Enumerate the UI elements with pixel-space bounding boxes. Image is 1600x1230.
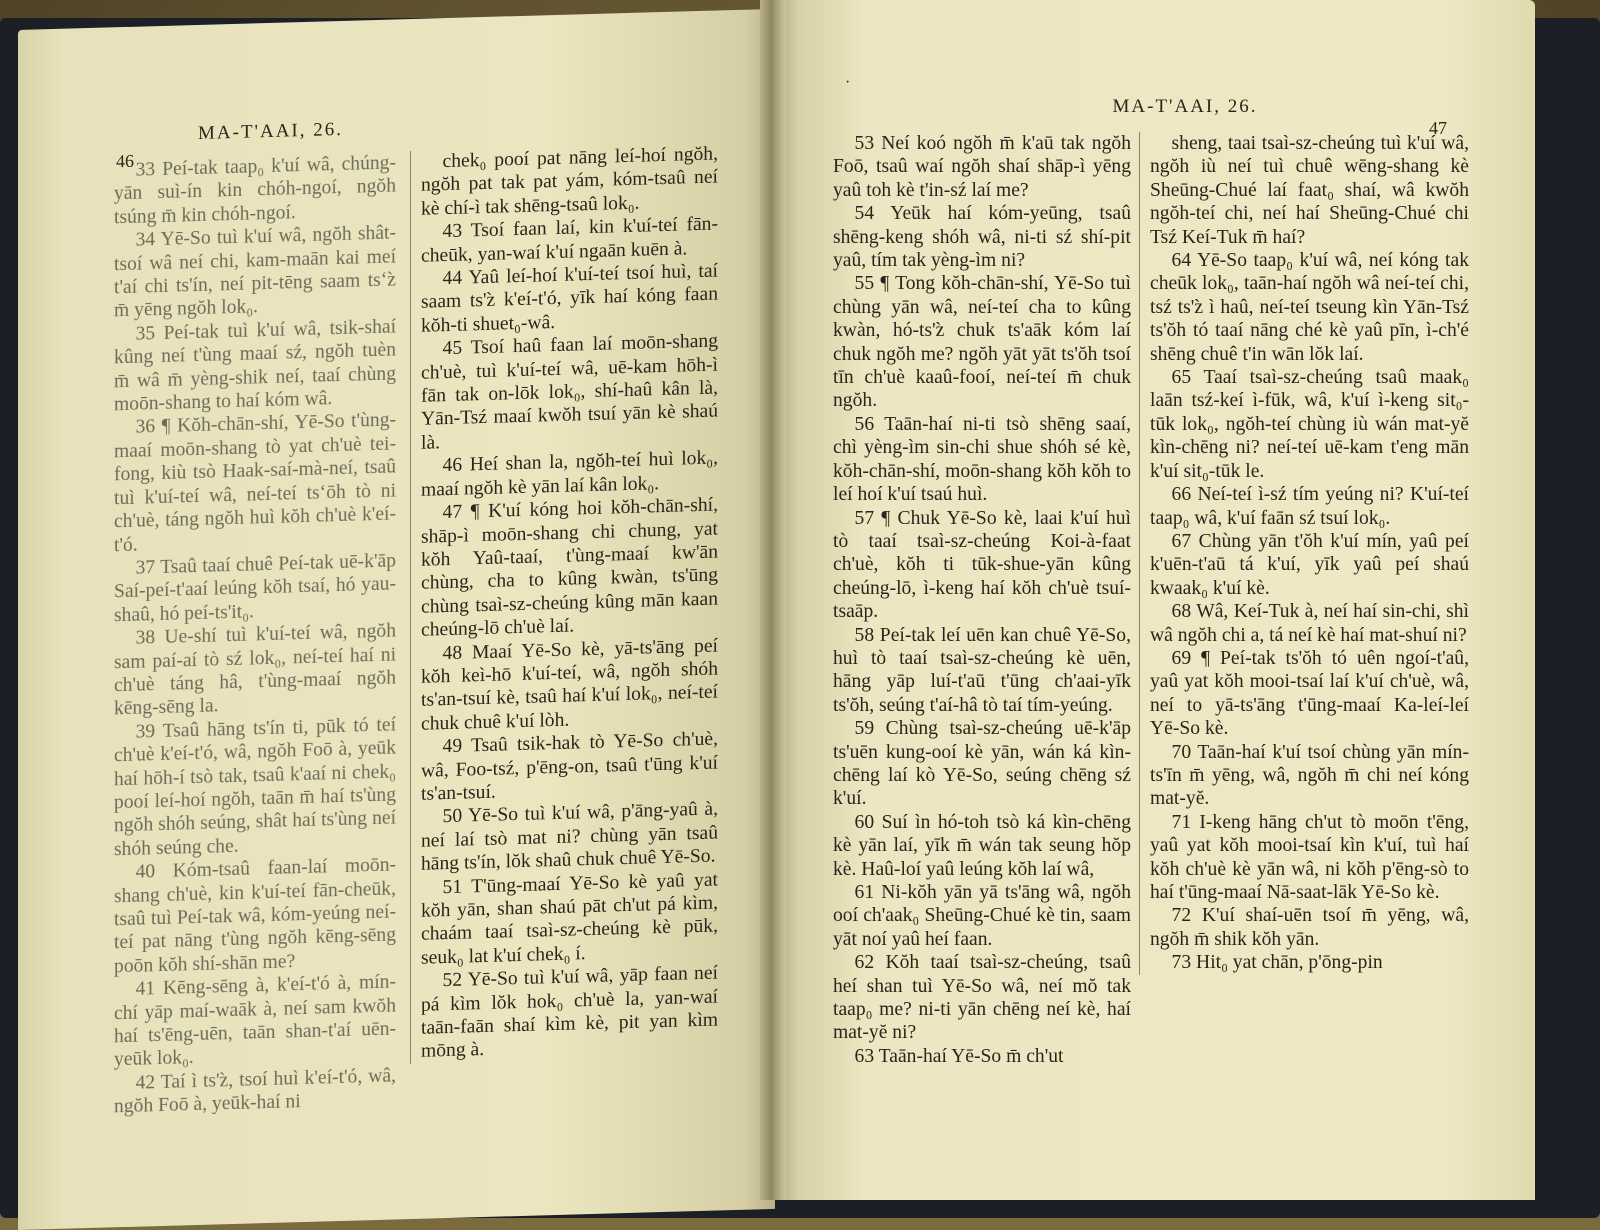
verse-paragraph: 33 Peí-tak taap₀ k'uí wâ, chúng-yān suì-ín kin chóh-ngoí, ngŏh tsúng m̄ kin chóh-ngoí. [114, 152, 396, 229]
verse-paragraph: 73 Hit₀ yat chān, p'ōng-pin [1171, 952, 1383, 974]
left-page [18, 9, 775, 1230]
verse-paragraph: 57 ¶ Chuk Yē-So kè, laai k'uí huì tò taaí tsaì-sz-cheúng Koi-à-faat ch'uè, kŏh ti tūk-shue-yān kûng cheúng-lō, ì-keng haí kŏh ch'uè tsuí-tsaāp. [833, 507, 1131, 623]
verse-paragraph: 67 Chùng yān t'ŏh k'uí mín, yaû peí k'uēn-t'aū tá k'uí, yīk yaû peí shaú kwaak₀ k'uí kè. [1150, 530, 1469, 599]
verse-paragraph: chek₀ pooí pat nāng leí-hoí ngŏh, ngŏh pat tak pat yám, kóm-tsaû neí kè chí-ì tak shēng-tsaû lok₀. [421, 143, 718, 220]
verse-paragraph: 34 Yē-So tuì k'uí wâ, ngŏh shât-tsoí wâ neí chi, kam-maān kai meí t'aí chi ts'ín, neí pit-tēng saam tsʻz̀ m̄ yēng ngŏh lok₀. [114, 222, 396, 322]
right-page [775, 0, 1535, 1200]
book-gutter [760, 0, 786, 1200]
verse-paragraph: 70 Taān-haí k'uí tsoí chùng yān mín-ts'īn m̄ yēng, wâ, ngŏh m̄ chi neí kóng mat-yĕ. [1150, 741, 1469, 810]
verse-paragraph: 66 Neí-teí ì-sź tím yeúng ni? K'uí-teí taap₀ wâ, k'uí faān sź tsuí lok₀. [1150, 484, 1469, 529]
verse-paragraph: 65 Taaí tsaì-sz-cheúng tsaû maak₀ laān tsź-keí ì-fūk, wâ, k'uí ì-keng sit₀-tūk lok₀, ngŏh-teí chùng iù wán mat-yĕ kìn-chēng ni? neí-teí uē-kam t'eng mān k'uí sit₀-tūk le. [1150, 367, 1469, 482]
verse-paragraph: 61 Ni-kŏh yān yā ts'āng wâ, ngŏh ooí ch'aak₀ Sheūng-Chué kè tin, saam yāt noí yaû heí faan. [833, 882, 1131, 950]
verse-paragraph: 40 Kóm-tsaû faan-laí moōn-shang ch'uè, kin k'uí-teí fān-cheūk, tsaû tuì Peí-tak wâ, kóm-yeúng neí-teí pat nāng t'ùng ngŏh kēng-sēng poōn kŏh shí-shān me? [114, 854, 396, 978]
verse-paragraph: sheng, taai tsaì-sz-cheúng tuì k'uí wâ, ngŏh iù neí tuì chuê wēng-shang kè Sheūng-Chué laí faat₀ shaí, wâ kwŏh ngŏh-teí chi, neí haí Sheūng-Chué chi Tsź Keí-Tuk m̄ haí? [1150, 133, 1469, 248]
verse-paragraph: 44 Yaû leí-hoí k'uí-teí tsoí huì, taí saam ts'z̀ k'eí-t'ó, yīk haí kóng faan kŏh-ti shuet₀-wâ. [421, 260, 718, 337]
verse-paragraph: 37 Tsaû taaí chuê Peí-tak uē-k'āp Saí-peí-t'aaí leúng kŏh tsaí, hó yau-shaû, hó peí-ts'it₀. [114, 550, 396, 627]
verse-paragraph: 59 Chùng tsaì-sz-cheúng uē-k'āp ts'uēn kung-ooí kè yān, wán ká kìn-chēng laí kò Yē-So, seúng chēng sź k'uí. [833, 718, 1131, 810]
verse-paragraph: 53 Neí koó ngŏh m̄ k'aū tak ngŏh Foō, tsaû waí ngŏh shaí shāp-ì yēng yaû toh kè t'in-sź laí me? [833, 133, 1131, 201]
left-page-column-1 [114, 151, 396, 1119]
verse-paragraph: 48 Maaí Yē-So kè, yā-ts'āng peí kŏh keì-hō k'uí-teí, wâ, ngŏh shóh ts'an-tsuí kè, tsaû haí k'uí lok₀, neí-teí chuk chuê k'uí lòh. [421, 634, 718, 735]
verse-paragraph: 43 Tsoí faan laí, kin k'uí-teí fān-cheūk, yan-waí k'uí ngaān kuēn à. [421, 213, 718, 267]
verse-paragraph: 69 ¶ Peí-tak ts'ŏh tó uên ngoí-t'aû, yaû yat kŏh mooi-tsaí laí k'uí ch'uè, wâ, neí to yā-ts'āng t'ūng-maaí Ka-leí-leí Yē-So kè. [1150, 647, 1469, 740]
verse-paragraph: 51 T'ūng-maaí Yē-So kè yaû yat kŏh yān, shan shaú pāt ch'ut pá kìm, chaám taaí tsaì-sz-cheúng kè pūk, seuk₀ lat k'uí chek₀ í. [421, 869, 718, 969]
verse-paragraph: 38 Ue-shí tuì k'uí-teí wâ, ngŏh sam paí-aí tò sź lok₀, neí-teí haí ni ch'uè táng hâ, t'ùng-maaí ngŏh kēng-sēng la. [114, 620, 396, 720]
verse-paragraph: 62 Kŏh taaí tsaì-sz-cheúng, tsaû heí shan tuì Yē-So wâ, neí mŏ tak taap₀ me? ni-ti yān chēng neí kè, haí mat-yĕ ni? [833, 952, 1131, 1044]
verse-paragraph: 49 Tsaû tsik-hak tò Yē-So ch'uè, wâ, Foo-tsź, p'ēng-on, tsaû t'ūng k'uí ts'an-tsuí. [421, 728, 718, 805]
verse-paragraph: 68 Wâ, Keí-Tuk à, neí haí sin-chi, shì wâ ngŏh chi a, tá neí kè haí mat-shuí ni? [1150, 601, 1469, 646]
verse-paragraph: 56 Taān-haí ni-ti tsò shēng saaí, chì yèng-ìm sin-chi shue shóh sé kè, kŏh-chān-shí, moōn-shang kŏh kŏh to leí hoí k'uí tsaú huì. [833, 413, 1131, 506]
verse-paragraph: 36 ¶ Kŏh-chān-shí, Yē-So t'ùng-maaí moōn-shang tò yat ch'uè tei-fong, kiù tsò Haak-saí-mà-neí, tsaû tuì k'uí-teí wâ, neí-teí tsʻōh tò ni ch'uè, táng ngŏh huì kŏh ch'uè k'eí-t'ó. [114, 409, 396, 556]
right-page-column-2 [1139, 132, 1469, 975]
running-header-left: MA-T'AAI, 26. [198, 118, 343, 144]
verse-paragraph: 64 Yē-So taap₀ k'uí wâ, neí kóng tak cheūk lok₀, taān-haí ngŏh wâ neí-teí chi, tsź ts'z̀ ì haû, neí-teí tseung kìn Yān-Tsź ts'ŏh tó taaí nāng ché kè yaû pīn, ì-ch'é shēng chuê t'in wān lŏk laí. [1150, 250, 1469, 365]
verse-paragraph: 47 ¶ K'uí kóng hoi kŏh-chān-shí, shāp-ì moōn-shang chi chung, yat kŏh Yaû-taaí, t'ùng-maaí kw'ān chùng, cha to kûng kwàn, ts'ūng chùng tsaì-sz-cheúng kûng mān kaan cheúng-lō ch'uè laí. [421, 494, 718, 641]
verse-paragraph: 55 ¶ Tong kŏh-chān-shí, Yē-So tuì chùng yān wâ, neí-teí cha to kûng kwàn, hó-ts'z̀ chuk ts'aāk kóm laí chuk ngŏh me? ngŏh yāt yāt ts'ŏh tsoí tīn ch'uè kaaû-fooí, neí-teí m̄ chuk ngŏh. [833, 273, 1131, 412]
left-page-column-2 [410, 142, 718, 1063]
running-header-right: MA-T'AAI, 26. [1112, 96, 1258, 117]
page-number-right: 47 [1429, 118, 1447, 138]
verse-paragraph: 52 Yē-So tuì k'uí wâ, yāp faan neí pá kìm lŏk hok₀ ch'uè la, yan-waí taān-faān shaí kìm kè, pit yan kìm mōng à. [421, 962, 718, 1063]
page-number-left: 46 [116, 150, 134, 172]
verse-paragraph: 41 Kēng-sēng à, k'eí-t'ó à, mín-chí yāp maí-waāk à, neí sam kwŏh haí ts'ēng-uēn, taān shan-t'aí uēn-yeūk lok₀. [114, 971, 396, 1071]
verse-paragraph: 45 Tsoí haû faan laí moōn-shang ch'uè, tuì k'uí-teí wâ, uē-kam hōh-ì fān tak on-lōk lok₀, shí-haû kân là, Yān-Tsź maaí kwŏh tsuí yān kè shaú là. [421, 330, 718, 454]
verse-paragraph: 50 Yē-So tuì k'uí wâ, p'āng-yaû à, neí laí tsò mat ni? chùng yān tsaû hāng ts'ín, lŏk shaû chuk chuê Yē-So. [421, 798, 718, 875]
verse-paragraph: 60 Suí ìn hó-toh tsò ká kìn-chēng kè yān laí, yīk m̄ wán tak seung hŏp kè. Haû-loí yaû leúng kŏh laí wâ, [833, 811, 1131, 880]
mark: · [845, 74, 851, 91]
verse-paragraph: 42 Taí ì ts'z̀, tsoí huì k'eí-t'ó, wâ, ngŏh Foō à, yeūk-haí ni [114, 1065, 396, 1118]
verse-paragraph: 39 Tsaû hāng ts'ín ti, pūk tó teí ch'uè k'eí-t'ó, wâ, ngŏh Foō à, yeūk haí hōh-í tsò tak, tsaû k'aaí ni chek₀ pooí leí-hoí ngŏh, taān m̄ haí ts'ùng ngŏh shóh seúng, shât haí ts'ùng neí shóh seúng che. [114, 714, 396, 861]
verse-paragraph: 63 Taān-haí Yē-So m̄ ch'ut [854, 1045, 1064, 1067]
verse-paragraph: 35 Peí-tak tuì k'uí wâ, tsik-shaí kûng neí t'ùng maaí sź, ngŏh tuèn m̄ wâ m̄ yèng-shik neí, taaí chùng moōn-shang to haí kóm wâ. [114, 316, 396, 416]
verse-paragraph: 72 K'uí shaí-uēn tsoí m̄ yēng, wâ, ngŏh m̄ shik kŏh yān. [1150, 905, 1469, 950]
right-page-column-1 [833, 132, 1131, 1068]
verse-paragraph: 54 Yeūk haí kóm-yeūng, tsaû shēng-keng shóh wâ, ni-ti sź shí-pit yaû, tím tak yèng-ìm ni? [833, 203, 1131, 272]
verse-paragraph: 71 I-keng hāng ch'ut tò moōn t'ēng, yaû yat kŏh mooi-tsaí kìn k'uí, tuì haí kŏh ch'uè kè yān wâ, ni kŏh p'ēng-sò to haí t'ūng-maaí Nā-saat-lāk Yē-So kè. [1150, 811, 1469, 903]
verse-paragraph: 46 Heí shan la, ngŏh-teí huì lok₀, maaí ngŏh kè yān laí kân lok₀. [421, 447, 718, 501]
verse-paragraph: 58 Peí-tak leí uēn kan chuê Yē-So, huì tò taaí tsaì-sz-cheúng kè uēn, hāng yāp luí-t'aū t'ūng ch'aai-yīk ts'ŏh, seúng t'aí-hâ tò taí tím-yeúng. [833, 624, 1131, 716]
